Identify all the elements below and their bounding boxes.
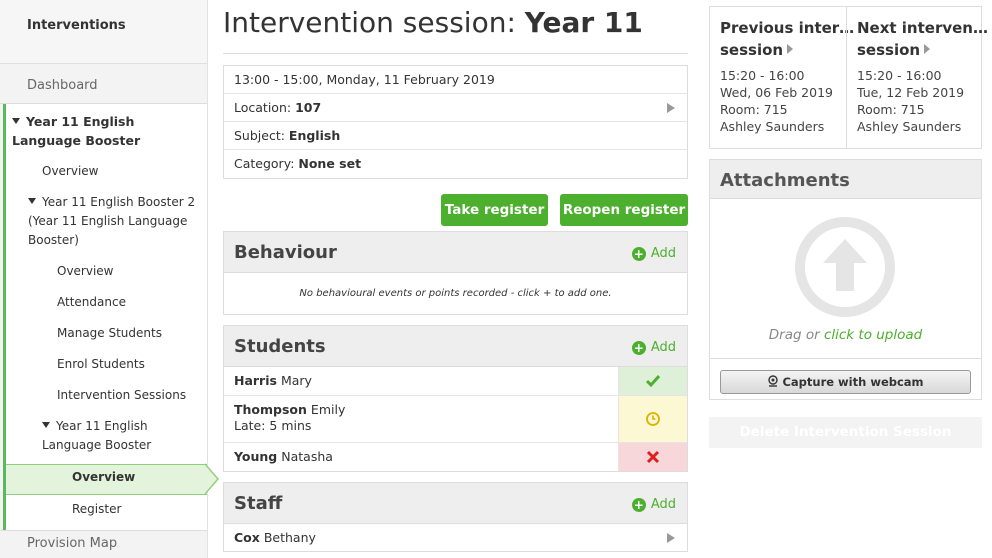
attachments-title: Attachments: [710, 160, 981, 199]
student-surname: Harris: [234, 373, 277, 388]
staff-add-button[interactable]: [632, 497, 676, 512]
behaviour-header: [224, 232, 687, 273]
session-datetime: 13:00 - 15:00, Monday, 11 February 2019: [224, 66, 687, 94]
student-late-note: Late: 5 mins: [234, 418, 312, 433]
student-forename: Natasha: [281, 449, 333, 464]
plus-icon: +: [633, 247, 644, 261]
sidebar-session-label: Year 11 English Language Booster: [42, 419, 152, 452]
clock-icon: [645, 411, 661, 427]
caret-down-icon: [42, 422, 50, 428]
sidebar-item-group[interactable]: [12, 112, 202, 150]
sidebar-header[interactable]: Interventions: [0, 0, 207, 64]
session-details: [223, 65, 688, 179]
staff-name: [224, 524, 687, 545]
previous-session-room: Room: 715: [720, 102, 788, 117]
sidebar: [0, 0, 208, 558]
status-present[interactable]: [618, 367, 687, 395]
sidebar-item-dashboard[interactable]: Dashboard: [0, 76, 207, 104]
student-row[interactable]: [224, 443, 687, 471]
plus-icon: +: [633, 341, 644, 355]
capture-webcam-button[interactable]: [720, 370, 971, 394]
reopen-register-button[interactable]: Reopen register: [560, 194, 688, 226]
sidebar-item-session[interactable]: [42, 417, 207, 455]
sidebar-item-enrol-students[interactable]: Enrol Students: [57, 357, 145, 371]
sidebar-item-overview[interactable]: Overview: [42, 164, 99, 178]
previous-session-subtitle: [720, 39, 846, 61]
previous-session-title: Previous inter…: [720, 19, 855, 37]
student-surname: Young: [234, 449, 278, 464]
subject-label: Subject:: [234, 128, 289, 143]
upload-dropzone[interactable]: [710, 199, 981, 359]
subject-value: English: [288, 128, 341, 143]
sidebar-item-attendance[interactable]: Attendance: [57, 295, 126, 309]
students-add-label: Add: [650, 340, 676, 355]
sidebar-item-subgroup[interactable]: [28, 193, 198, 250]
behaviour-empty-message: No behavioural events or points recorded - click + to add one.: [299, 288, 612, 299]
delete-session-button[interactable]: Delete Intervention Session: [709, 417, 982, 448]
expand-arrow-icon[interactable]: [667, 533, 675, 543]
behaviour-panel: [223, 231, 688, 315]
previous-session-info: [720, 67, 846, 135]
sidebar-item-provision-map[interactable]: Provision Map: [0, 530, 207, 558]
page-title-bold: Year 11: [524, 6, 643, 39]
webcam-icon: [767, 375, 779, 387]
previous-session-date: Wed, 06 Feb 2019: [720, 85, 833, 100]
sidebar-group-label: Year 11 English Language Booster: [12, 114, 141, 148]
students-title: Students: [234, 336, 326, 357]
previous-session-subtitle-text: session: [720, 41, 784, 59]
caret-down-icon: [12, 118, 20, 124]
student-surname: Thompson: [234, 402, 307, 417]
sidebar-item-intervention-sessions[interactable]: Intervention Sessions: [57, 388, 187, 402]
location-label: Location:: [234, 100, 296, 115]
next-session[interactable]: [846, 7, 988, 148]
webcam-label: Capture with webcam: [782, 375, 924, 389]
location-value: 107: [295, 100, 322, 115]
next-session-subtitle-text: session: [857, 41, 921, 59]
upload-instructions: [710, 327, 981, 343]
session-subject: [224, 122, 687, 150]
next-session-time: 15:20 - 16:00: [857, 68, 942, 83]
behaviour-title: Behaviour: [234, 242, 337, 263]
session-category: [224, 150, 687, 178]
sidebar-item-register[interactable]: Register: [72, 502, 122, 516]
staff-panel: [223, 482, 688, 552]
upload-link[interactable]: click to upload: [823, 327, 923, 343]
take-register-button[interactable]: Take register: [441, 194, 548, 226]
staff-header: [224, 483, 687, 524]
previous-session-teacher: Ashley Saunders: [720, 119, 825, 134]
sidebar-subgroup-label: Year 11 English Booster 2 (Year 11 English Language Booster): [28, 195, 196, 247]
cross-icon: [646, 450, 660, 464]
drag-text: Drag or: [768, 327, 824, 343]
behaviour-add-label: Add: [650, 246, 676, 261]
next-session-info: [857, 67, 982, 135]
expand-arrow-icon[interactable]: [667, 103, 675, 113]
title-divider: [223, 53, 688, 54]
students-panel: [223, 325, 688, 472]
category-label: Category:: [234, 156, 299, 171]
staff-surname: Cox: [234, 530, 260, 545]
students-add-button[interactable]: [632, 340, 676, 355]
next-session-date: Tue, 12 Feb 2019: [857, 85, 965, 100]
next-session-teacher: Ashley Saunders: [857, 119, 962, 134]
upload-arrow-icon: [795, 217, 895, 317]
staff-forename: Bethany: [263, 530, 316, 545]
active-pointer-inner: [205, 465, 217, 493]
status-late[interactable]: [618, 396, 687, 442]
student-forename: Emily: [310, 402, 346, 417]
next-session-room: Room: 715: [857, 102, 925, 117]
student-row[interactable]: [224, 396, 687, 443]
previous-session[interactable]: [710, 7, 855, 148]
staff-row[interactable]: [224, 524, 687, 552]
next-session-title: Next interven…: [857, 19, 988, 37]
category-value: None set: [298, 156, 362, 171]
page-title: [223, 6, 643, 39]
next-session-subtitle: [857, 39, 982, 61]
status-absent[interactable]: [618, 443, 687, 471]
attachments-panel: [709, 159, 982, 400]
arrow-right-icon: [924, 44, 930, 54]
sidebar-tree: [3, 104, 207, 530]
previous-session-time: 15:20 - 16:00: [720, 68, 805, 83]
page-title-prefix: Intervention session:: [223, 6, 525, 39]
session-navigation: [709, 6, 988, 149]
behaviour-add-button[interactable]: [632, 246, 676, 261]
arrow-right-icon: [787, 44, 793, 54]
check-icon: [645, 374, 661, 388]
sidebar-item-sub-overview[interactable]: Overview: [57, 264, 114, 278]
sidebar-item-manage-students[interactable]: Manage Students: [57, 326, 162, 340]
staff-title: Staff: [234, 493, 283, 514]
student-row[interactable]: [224, 367, 687, 396]
sidebar-item-session-overview[interactable]: Overview: [72, 470, 136, 484]
staff-add-label: Add: [650, 497, 676, 512]
session-location[interactable]: [224, 94, 687, 122]
student-forename: Mary: [280, 373, 312, 388]
caret-down-icon: [28, 198, 36, 204]
students-header: [224, 326, 687, 367]
plus-icon: +: [633, 498, 644, 512]
